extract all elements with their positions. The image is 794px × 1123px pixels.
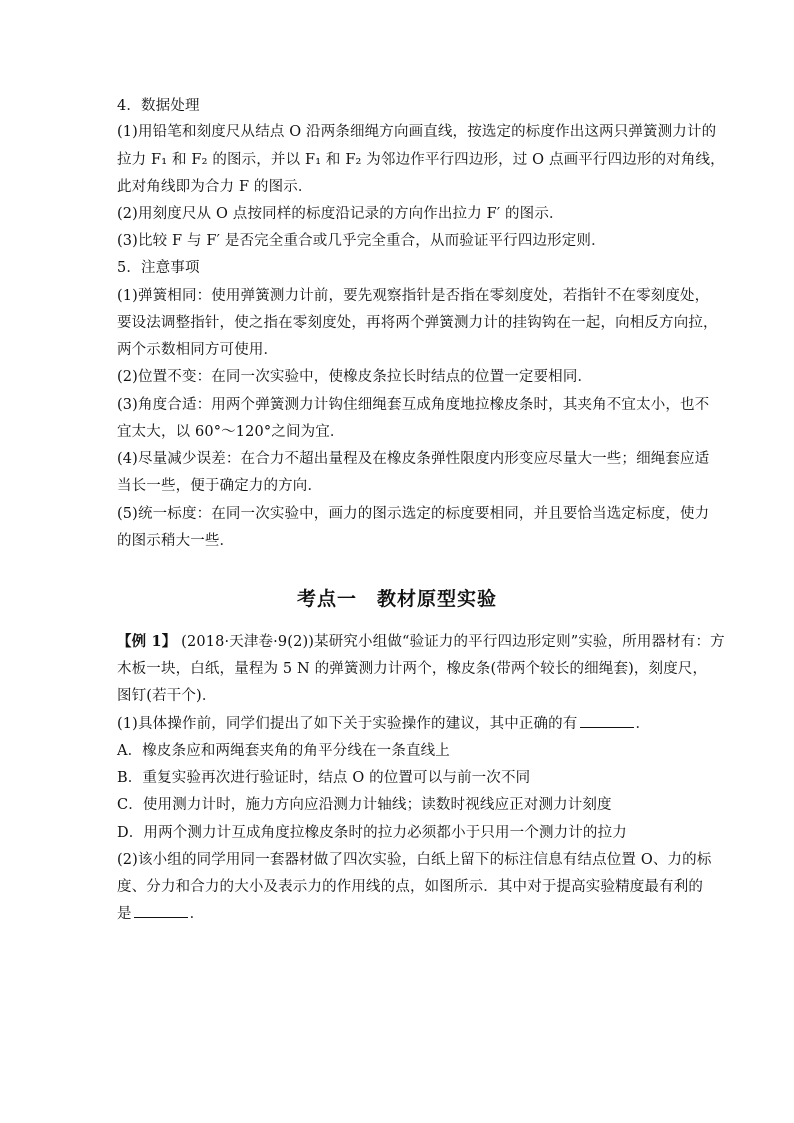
section4-line-5: (3)比较 F 与 F′ 是否完全重合或几乎完全重合，从而验证平行四边形定则． — [117, 233, 606, 249]
example-line-1-text: (2018·天津卷·9(2))某研究小组做“验证力的平行四边形定则”实验，所用器材有：方 — [181, 634, 725, 650]
section4-line-3: 此对角线即为合力 F 的图示． — [117, 179, 313, 195]
section4-line-2: 拉力 F₁ 和 F₂ 的图示，并以 F₁ 和 F₂ 为邻边作平行四边形，过 O 点画平行四边形的对角线， — [117, 152, 725, 168]
section4-title: 4．数据处理 — [117, 98, 200, 114]
section4-line-1: (1)用铅笔和刻度尺从结点 O 沿两条细绳方向画直线，按选定的标度作出这两只弹簧测力计的 — [117, 124, 717, 140]
section5-line-7: (4)尽量减少误差：在合力不超出量程及在橡皮条弹性限度内形变应尽量大一些；细绳套应适 — [117, 451, 710, 467]
question-2-prefix: 是 — [117, 906, 132, 922]
question-2-line-2: 度、分力和合力的大小及表示力的作用线的点，如图所示．其中对于提高实验精度最有利的 — [117, 879, 703, 895]
section5-line-2: 要设法调整指针，使之指在零刻度处，再将两个弹簧测力计的挂钩钩在一起，向相反方向拉， — [117, 315, 718, 331]
section5-title: 5．注意事项 — [117, 260, 200, 276]
question-1-suffix: ． — [635, 716, 651, 732]
section5-line-8: 当长一些，便于确定力的方向． — [117, 478, 323, 494]
example-line-3: 图钉(若干个)． — [117, 688, 217, 704]
section5-line-10: 的图示稍大一些． — [117, 533, 235, 549]
section5-line-3: 两个示数相同方可使用． — [117, 342, 279, 358]
question-2-suffix: ． — [189, 906, 205, 922]
answer-blank-2[interactable] — [134, 904, 188, 918]
option-b: B．重复实验再次进行验证时，结点 O 的位置可以与前一次不同 — [117, 770, 531, 786]
question-2-line-1: (2)该小组的同学用同一套器材做了四次实验，白纸上留下的标注信息有结点位置 O、力的标 — [117, 852, 712, 868]
section-heading: 考点一 教材原型实验 — [296, 588, 497, 610]
option-a: A．橡皮条应和两绳套夹角的角平分线在一条直线上 — [117, 743, 450, 759]
section5-line-6: 宜太大，以 60°～120°之间为宜． — [117, 424, 345, 440]
section5-line-4: (2)位置不变：在同一次实验中，使橡皮条拉长时结点的位置一定要相同． — [117, 369, 593, 385]
question-2-line-3 — [117, 904, 204, 924]
question-1-text: (1)具体操作前，同学们提出了如下关于实验操作的建议，其中正确的有 — [117, 716, 578, 732]
section5-line-9: (5)统一标度：在同一次实验中，画力的图示选定的标度要相同，并且要恰当选定标度，使力 — [117, 506, 710, 522]
example-line-1 — [117, 632, 725, 652]
section4-line-4: (2)用刻度尺从 O 点按同样的标度沿记录的方向作出拉力 F′ 的图示． — [117, 206, 564, 222]
answer-blank-1[interactable] — [580, 714, 634, 728]
option-d: D．用两个测力计互成角度拉橡皮条时的拉力必须都小于只用一个测力计的拉力 — [117, 825, 627, 841]
section5-line-5: (3)角度合适：用两个弹簧测力计钩住细绳套互成角度地拉橡皮条时，其夹角不宜太小，也不 — [117, 397, 710, 413]
example-line-2: 木板一块，白纸，量程为 5 N 的弹簧测力计两个，橡皮条(带两个较长的细绳套)，刻度尺， — [117, 661, 708, 677]
section5-line-1: (1)弹簧相同：使用弹簧测力计前，要先观察指针是否指在零刻度处，若指针不在零刻度处， — [117, 288, 710, 304]
example-tag: 【例 1】 — [117, 633, 177, 650]
option-c: C．使用测力计时，施力方向应沿测力计轴线；读数时视线应正对测力计刻度 — [117, 797, 612, 813]
question-1 — [117, 714, 650, 734]
